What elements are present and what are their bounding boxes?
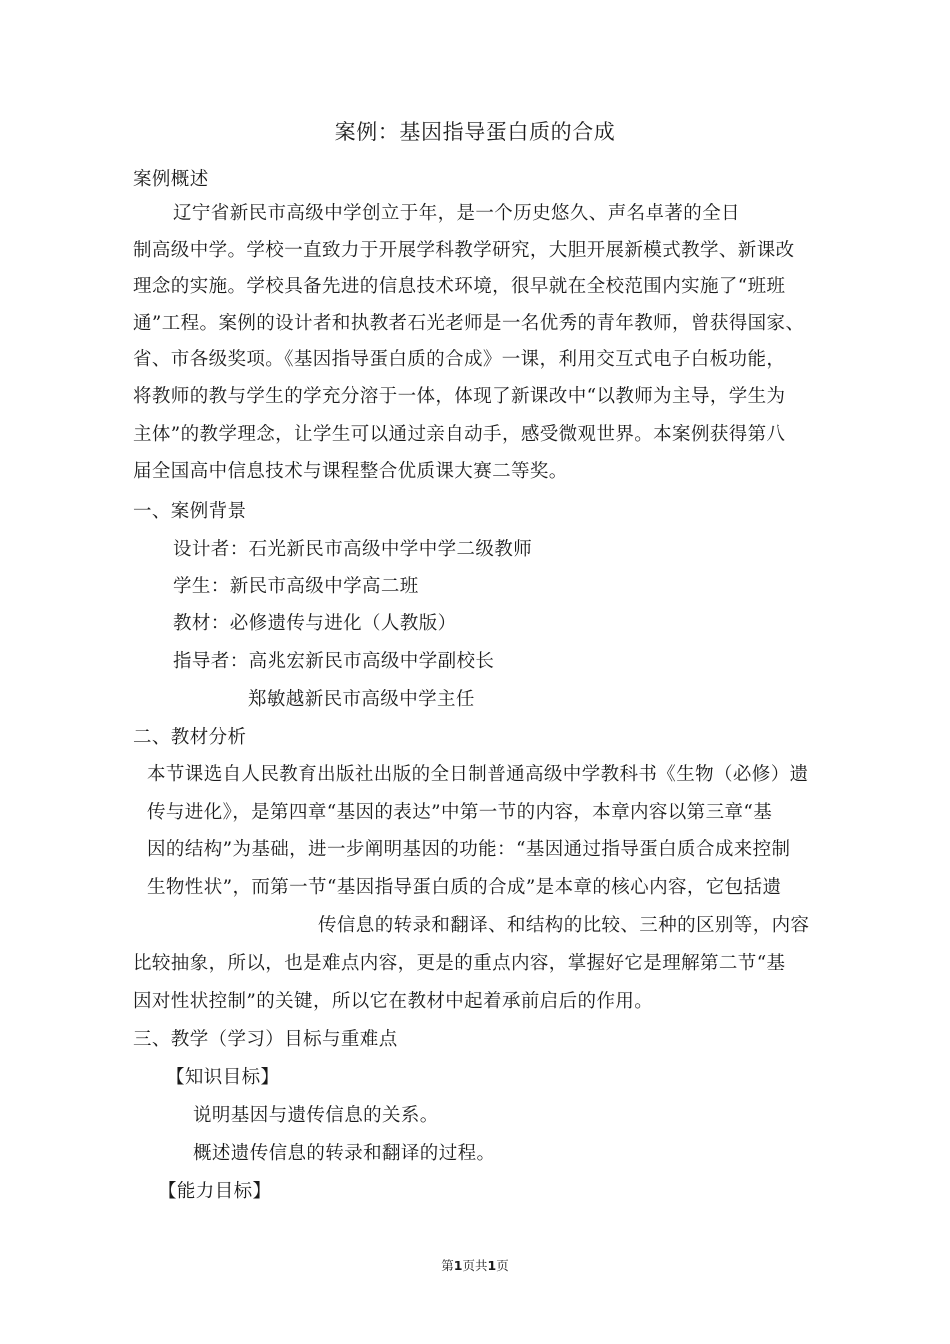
analysis-line-6: 比较抽象，所以，也是难点内容，更是的重点内容，掌握好它是理解第二节“基	[133, 953, 786, 974]
overview-line-8: 届全国高中信息技术与课程整合优质课大赛二等奖。	[133, 461, 568, 482]
overview-line-4: 通”工程。案例的设计者和执教者石光老师是一名优秀的青年教师，曾获得国家、	[133, 313, 805, 334]
analysis-line-7: 因对性状控制”的关键，所以它在教材中起着承前启后的作用。	[133, 991, 654, 1012]
footer-page-number: 1	[453, 1258, 463, 1273]
overview-line-2: 制高级中学。学校一直致力于开展学科教学研究，大胆开展新模式教学、新课改	[133, 240, 795, 261]
background-textbook: 教材：必修遗传与进化（人教版）	[173, 613, 457, 634]
analysis-line-1: 本节课选自人民教育出版社出版的全日制普通高级中学教科书《生物（必修）遗	[147, 764, 809, 785]
analysis-heading: 二、教材分析	[133, 727, 247, 748]
overview-line-3: 理念的实施。学校具备先进的信息技术环境，很早就在全校范围内实施了“班班	[133, 276, 786, 297]
background-students: 学生：新民市高级中学高二班	[173, 576, 419, 597]
footer-total-pages: 1	[487, 1258, 497, 1273]
overview-heading: 案例概述	[133, 169, 209, 190]
footer-middle: 页共	[462, 1258, 488, 1273]
knowledge-goal-item: 说明基因与遗传信息的关系。	[193, 1105, 439, 1126]
goals-heading: 三、教学（学习）目标与重难点	[133, 1029, 398, 1050]
background-heading: 一、案例背景	[133, 501, 247, 522]
overview-line-5: 省、市各级奖项。《基因指导蛋白质的合成》一课，利用交互式电子白板功能，	[133, 349, 786, 370]
knowledge-goal-item: 概述遗传信息的转录和翻译的过程。	[193, 1143, 496, 1164]
document-title: 案例：基因指导蛋白质的合成	[334, 120, 616, 144]
analysis-line-4: 生物性状”，而第一节“基因指导蛋白质的合成”是本章的核心内容，它包括遗	[147, 877, 782, 898]
footer-prefix: 第	[441, 1258, 454, 1273]
ability-goals-heading: 【能力目标】	[158, 1181, 272, 1202]
background-designer: 设计者：石光新民市高级中学中学二级教师	[173, 539, 533, 560]
page-footer	[0, 1258, 950, 1274]
footer-suffix: 页	[496, 1258, 509, 1273]
analysis-line-3: 因的结构”为基础，进一步阐明基因的功能：“基因通过指导蛋白质合成来控制	[147, 839, 791, 860]
analysis-line-5: 传信息的转录和翻译、和结构的比较、三种的区别等，内容	[318, 915, 810, 936]
overview-line-6: 将教师的教与学生的学充分溶于一体，体现了新课改中“以教师为主导，学生为	[133, 386, 786, 407]
overview-line-1: 辽宁省新民市高级中学创立于年，是一个历史悠久、声名卓著的全日	[173, 203, 741, 224]
background-advisor-1: 指导者：高兆宏新民市高级中学副校长	[173, 651, 495, 672]
analysis-line-2: 传与进化》，是第四章“基因的表达”中第一节的内容，本章内容以第三章“基	[147, 802, 773, 823]
overview-line-7: 主体”的教学理念，让学生可以通过亲自动手，感受微观世界。本案例获得第八	[133, 424, 786, 445]
knowledge-goals-heading: 【知识目标】	[166, 1067, 280, 1088]
background-advisor-2: 郑敏越新民市高级中学主任	[248, 689, 475, 710]
